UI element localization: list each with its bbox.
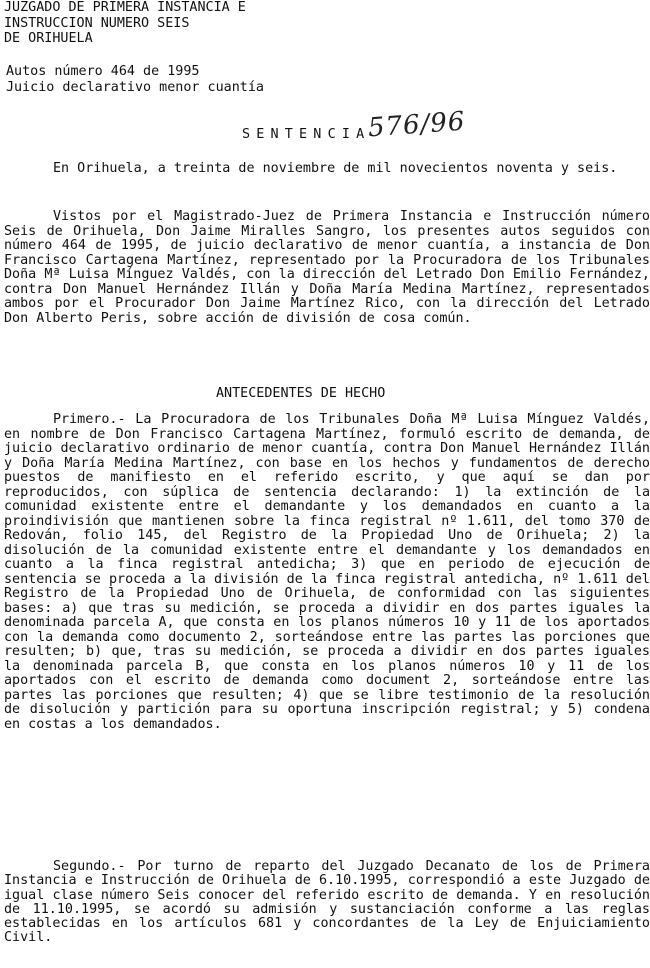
case-reference [6,64,264,96]
document-title: SENTENCIA [242,127,371,142]
section-heading-antecedentes: ANTECEDENTES DE HECHO [216,386,386,401]
court-name-line-2: INSTRUCCION NUMERO SEIS [4,15,190,31]
handwritten-sentence-number: 576/96 [367,106,467,144]
court-header [4,0,404,47]
vistos-paragraph: Vistos por el Magistrado-Juez de Primera Instancia e Instrucción número Seis de Orihuela, Don Jaime Miralles Sangro, los presentes autos seguidos con número 464 de 1995, de juicio declarativo de menor cuantía, a instancia de Don Francisco Cartagena Martínez, representado por la Procuradora de los Tribunales Doña Mª Luisa Mínguez Valdés, con la dirección del Letrado Don Emilio Fernández, contra Don Manuel Hernández Illán y Doña María Medina Martínez, representados ambos por el Procurador Don Jaime Martínez Rico, con la dirección del Letrado Don Alberto Peris, sobre acción de división de cosa común. [4,209,650,326]
case-number: Autos número 464 de 1995 [6,64,200,79]
court-name-line-3: DE ORIHUELA [4,31,93,46]
segundo-paragraph: Segundo.- Por turno de reparto del Juzgado Decanato de los de Primera Instancia e Instrucción de Orihuela de 6.10.1995, correspondió a este Juzgado de igual clase número Seis conocer del referido escrito de demanda. Y en resolución de 11.10.1995, se acordó su admisión y sustanciación conforme a las reglas establecidas en los artículos 681 y concordantes de la Ley de Enjuiciamiento Civil. [4,859,650,946]
primero-paragraph: Primero.- La Procuradora de los Tribunales Doña Mª Luisa Mínguez Valdés, en nombre de Don Francisco Cartagena Martínez, formuló escrito de demanda, de juicio declarativo ordinario de menor cuantía, contra Don Manuel Hernández Illán y Doña María Medina Martínez, con base en los hechos y fundamentos de derecho puestos de manifiesto en el referido escrito, y que aquí se dan por reproducidos, con súplica de sentencia declarando: 1) la extinción de la comunidad existente entre el demandante y los demandados en cuanto a la proindivisión que mantienen sobre la finca registral nº 1.611, del tomo 370 de Redován, folio 145, del Registro de la Propiedad Uno de Orihuela; 2) la disolución de la comunidad existente entre el demandante y los demandados en cuanto a la finca registral antedicha; 3) que en periodo de ejecución de sentencia se proceda a la división de la finca registral antedicha, nº 1.611 del Registro de la Propiedad Uno de Orihuela, de conformidad con las siguientes bases: a) que tras su medición, se proceda a dividir en dos partes iguales la denominada parcela A, que consta en los planos números 10 y 11 de los aportados con la demanda como documento 2, sorteándose entre las partes las porciones que resulten; b) que, tras su medición, se proceda a dividir en dos partes iguales la denominada parcela B, que consta en los planos números 10 y 11 de los aportados con el escrito de demanda como document 2, sorteándose entre las partes las porciones que resulten; 4) que se libre testimonio de la resolución de disolución y partición para su oportuna inscripción registral; y 5) condena en costas a los demandados. [4,412,650,732]
opening-paragraph: En Orihuela, a treinta de noviembre de mil novecientos noventa y seis. [53,161,618,176]
case-type: Juicio declarativo menor cuantía [6,80,264,95]
court-name-line-1: JUZGADO DE PRIMERA INSTANCIA E [4,0,246,15]
